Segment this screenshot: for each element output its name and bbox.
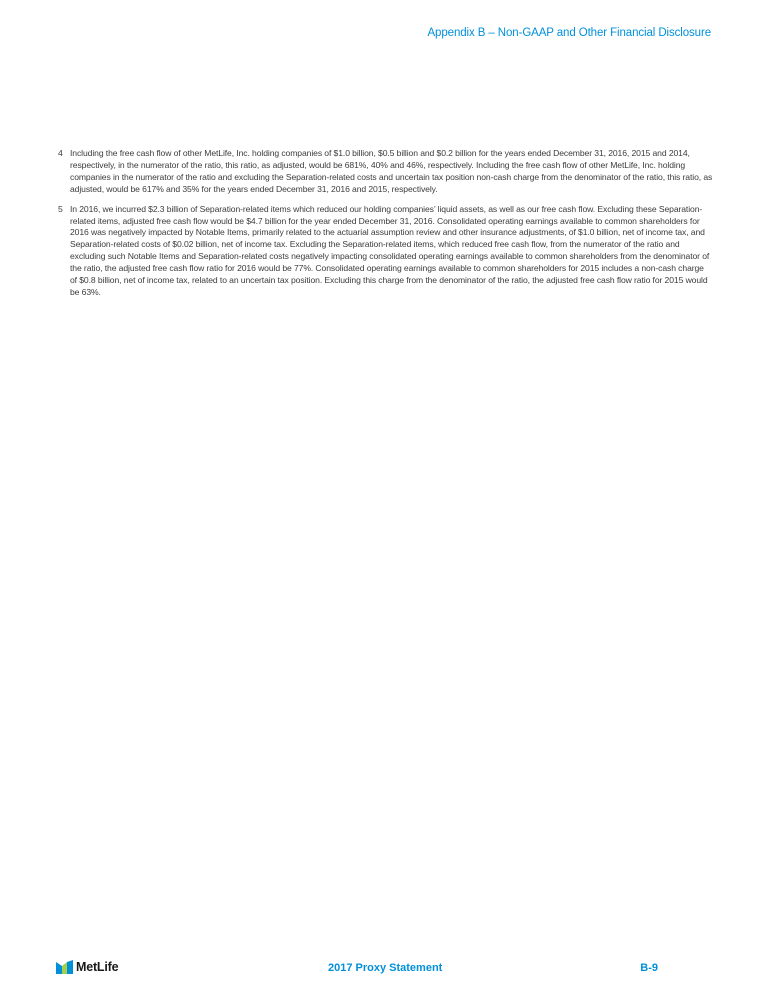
- metlife-logo-icon: [56, 960, 73, 974]
- footnote-text: Including the free cash flow of other MetLife, Inc. holding companies of $1.0 billion, $0.5 billion and $0.2 billion for the years ended December 31, 2016, 2015 and 2014, respectively, in the numerator of the ratio, this ratio, as adjusted, would be 681%, 40% and 46%, respectively. Including the free cash flow of other MetLife, Inc. holding companies in the numerator of the ratio and excluding the Separation-related costs and uncertain tax position non-cash charge from the denominator of the ratio, this ratio, as adjusted, would be 617% and 35% for the years ended December 31, 2016 and 2015, respectively.: [70, 148, 713, 194]
- footnotes: [58, 148, 713, 307]
- footnote-number: 5: [58, 203, 63, 214]
- document-title: 2017 Proxy Statement: [328, 962, 443, 974]
- footnote-number: 4: [58, 148, 63, 158]
- metlife-logo: [56, 960, 118, 974]
- page-number: B-9: [640, 962, 658, 974]
- footnote-text: In 2016, we incurred $2.3 billion of Separation-related items which reduced our holding companies’ liquid assets, as well as our free cash flow. Excluding these Separation-related items, adjusted free cash flow would be $4.7 billion for the year ended December 31, 2016. Consolidated operating earnings available to common shareholders for 2016 was negatively impacted by Notable Items, primarily related to the actuarial assumption review and other insurance adjustments, of $1.0 billion, net of income tax, and Separation-related costs of $0.02 billion, net of income tax. Excluding the Separation-related items, which reduced free cash flow, from the numerator of the ratio and excluding such Notable Items and Separation-related costs negatively impacting consolidated operating earnings available to common shareholders from the denominator of the ratio, the adjusted free cash flow ratio for 2016 would be 77%. Consolidated operating earnings available to common shareholders for 2015 includes a non-cash charge of $0.8 billion, net of income tax, related to an uncertain tax position. Excluding this charge from the denominator of the ratio, the adjusted free cash flow ratio for 2015 would be 63%.: [70, 203, 710, 297]
- logo-wordmark: MetLife: [76, 960, 119, 974]
- page-header-section-title: Appendix B – Non-GAAP and Other Financial Disclosure: [427, 27, 711, 39]
- footnote-4: [58, 148, 713, 196]
- footnote-5: [58, 204, 713, 299]
- page-footer: [56, 960, 658, 980]
